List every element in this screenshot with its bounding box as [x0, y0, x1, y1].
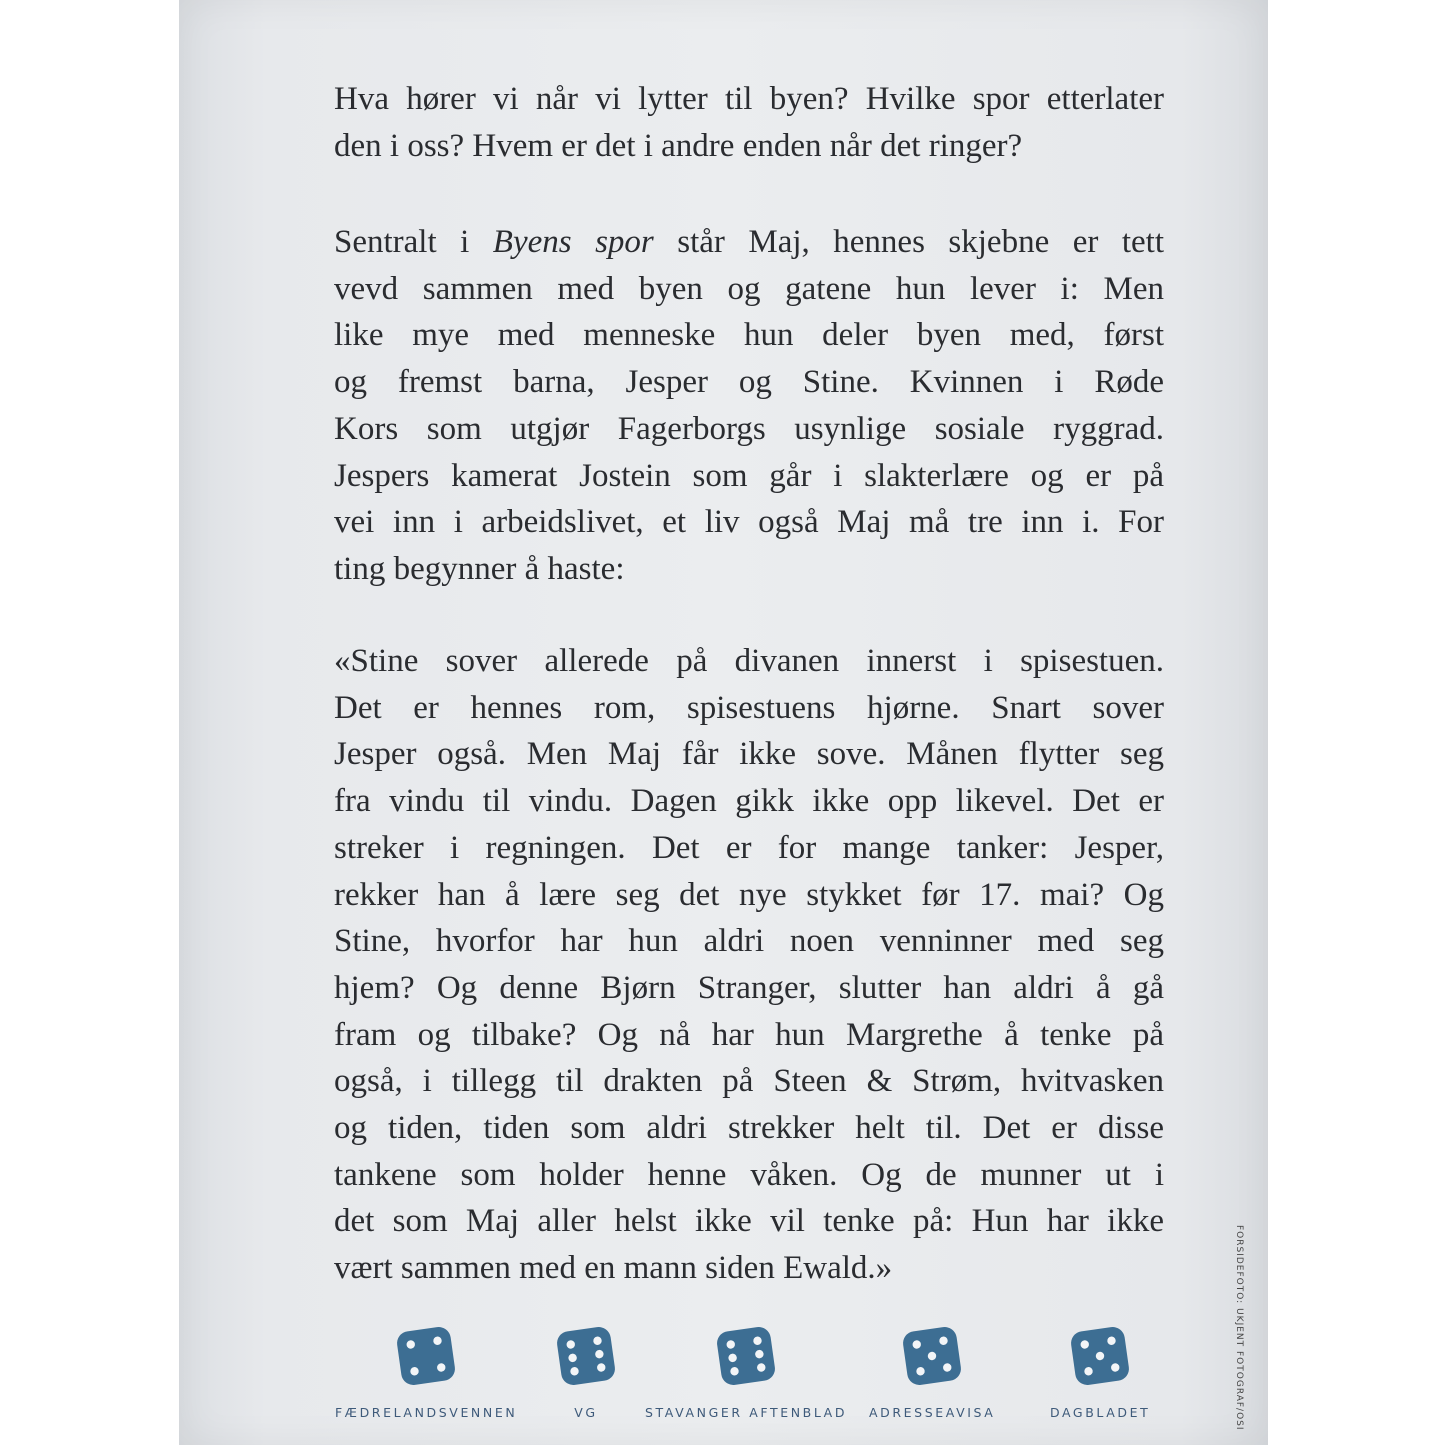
- text-line: Hva hører vi når vi lytter til byen? Hvilke spor etterlater: [334, 81, 1164, 117]
- text-line: også, i tillegg til drakten på Steen & Strøm, hvitvasken: [334, 1063, 1164, 1100]
- blurb-summary: [334, 219, 1164, 593]
- die-icon: [1069, 1325, 1131, 1387]
- book-title: Byens spor: [492, 224, 654, 260]
- newspaper-logo: [645, 1325, 847, 1420]
- text-line: rekker han å lære seg det nye stykket før 17. mai? Og: [334, 876, 1164, 913]
- text-line: «Stine sover allerede på divanen innerst i spisestuen.: [334, 643, 1164, 679]
- text-line: vevd sammen med byen og gatene hun lever i: Men: [334, 270, 1164, 307]
- die-icon: [395, 1325, 457, 1387]
- text-line: den i oss? Hvem er det i andre enden når det ringer?: [334, 127, 1023, 164]
- text-line: like mye med menneske hun deler byen med, først: [334, 317, 1164, 354]
- newspaper-name: ADRESSEAVISA: [869, 1405, 996, 1420]
- text-line: tankene som holder henne våken. Og de munner ut i: [334, 1156, 1164, 1193]
- text-line: vei inn i arbeidslivet, et liv også Maj må tre inn i. For: [334, 504, 1164, 541]
- text-line: og tiden, tiden som aldri strekker helt til. Det er disse: [334, 1110, 1164, 1147]
- newspaper-logo: [1050, 1325, 1150, 1420]
- text-line: Stine, hvorfor har hun aldri noen venninner med seg: [334, 923, 1164, 960]
- die-icon: [901, 1325, 963, 1387]
- newspaper-name: DAGBLADET: [1050, 1405, 1151, 1420]
- text-line: fra vindu til vindu. Dagen gikk ikke opp likevel. Det er: [334, 783, 1164, 820]
- blurb-intro: [334, 76, 1164, 169]
- text-line: vært sammen med en mann siden Ewald.»: [334, 1250, 893, 1287]
- newspaper-logos: [300, 1325, 1200, 1425]
- text-line: Jespers kamerat Jostein som går i slakterlære og er på: [334, 457, 1164, 494]
- newspaper-name: FÆDRELANDSVENNEN: [335, 1405, 518, 1420]
- photo-credit: FORSIDEFOTO: UKJENT FOTOGRAF/OSI: [1234, 1225, 1244, 1431]
- newspaper-logo: [555, 1325, 617, 1420]
- newspaper-logo: [869, 1325, 995, 1420]
- text-line: streker i regningen. Det er for mange tanker: Jesper,: [334, 829, 1164, 866]
- newspaper-name: STAVANGER AFTENBLAD: [645, 1405, 848, 1420]
- text-line: ting begynner å haste:: [334, 550, 625, 587]
- text-line: fram og tilbake? Og nå har hun Margrethe å tenke på: [334, 1016, 1164, 1053]
- text-line: Jesper også. Men Maj får ikke sove. Månen flytter seg: [334, 736, 1164, 773]
- newspaper-logo: [335, 1325, 517, 1420]
- text-line: og fremst barna, Jesper og Stine. Kvinnen i Røde: [334, 364, 1164, 401]
- newspaper-name: VG: [574, 1405, 598, 1420]
- text-line: det som Maj aller helst ikke vil tenke på: Hun har ikke: [334, 1203, 1164, 1240]
- text-line: Kors som utgjør Fagerborgs usynlige sosiale ryggrad.: [334, 410, 1164, 447]
- text-line: Det er hennes rom, spisestuens hjørne. Snart sover: [334, 689, 1164, 726]
- text-line: hjem? Og denne Bjørn Stranger, slutter han aldri å gå: [334, 969, 1164, 1006]
- summary-first-line: Sentralt i Byens spor står Maj, hennes skjebne er tett: [334, 224, 1164, 260]
- die-icon: [715, 1325, 777, 1387]
- blurb-excerpt: [334, 638, 1164, 1292]
- die-icon: [555, 1325, 617, 1387]
